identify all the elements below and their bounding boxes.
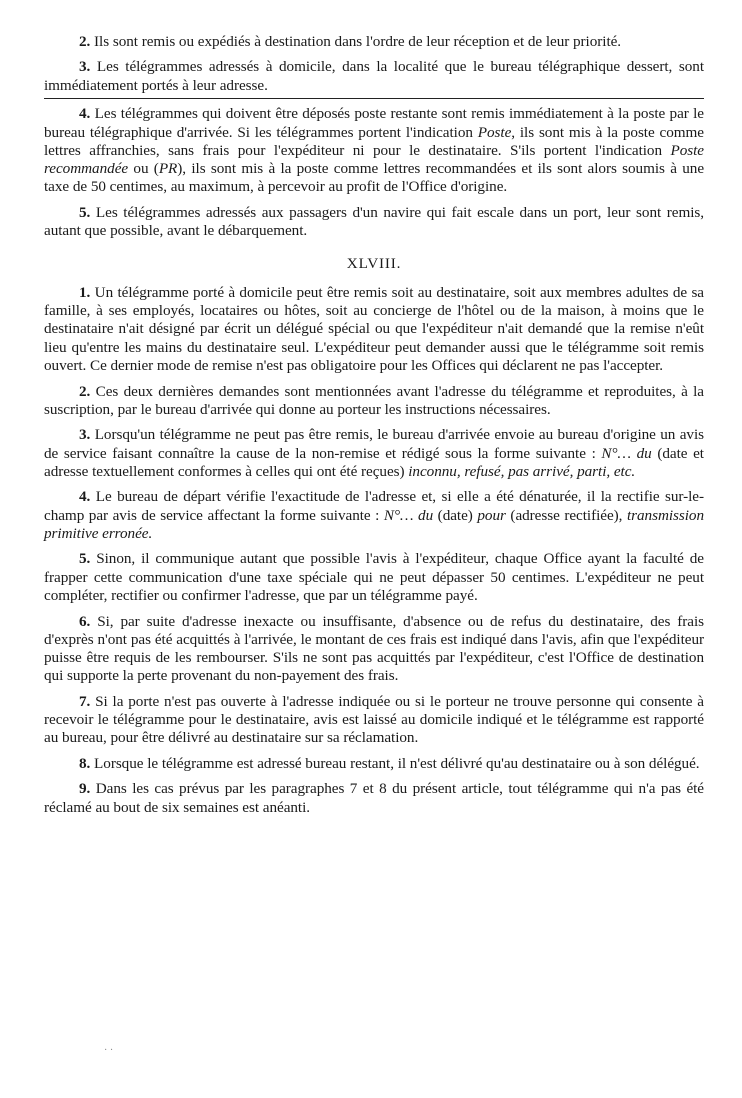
paragraph (44, 383, 704, 420)
italic-text: Poste recommandée (44, 141, 704, 178)
article-heading: XLVIII. (346, 254, 402, 272)
paragraph-number: 2. (79, 382, 91, 400)
paragraph (44, 284, 704, 375)
paragraph (44, 204, 704, 241)
paragraph (44, 613, 704, 686)
section-b (44, 284, 704, 817)
paragraph-text: (date et adresse textuellement conformes à celles qui ont été reçues) (44, 444, 704, 480)
paragraph-text: ou ( (128, 160, 159, 178)
paragraph-number: 4. (79, 488, 91, 506)
paragraph-text: Les télégrammes adressés aux passagers d'un navire qui fait escale dans un port, leur sont remis, autant que possible, avant le débarquement. (44, 203, 704, 240)
italic-text: inconnu, refusé, pas arrivé, parti, etc. (408, 462, 636, 480)
paragraph (44, 426, 704, 481)
paragraph (44, 488, 704, 543)
paragraph-text: (date) (433, 506, 478, 524)
paragraph-text: Les télégrammes adressés à domicile, dans la localité que le bureau télégraphique dessert, sont immédiatement portés à leur adresse. (44, 58, 705, 94)
paragraph-number: 4. (79, 105, 91, 123)
paragraph-number: 2. (79, 33, 91, 50)
paragraph-text: Lorsqu'un télégramme ne peut pas être remis, le bureau d'arrivée envoie au bureau d'origine un avis de service faisant connaître la cause de la non-remise et rédigé sous la forme suivante : (44, 426, 704, 462)
paragraph (44, 755, 704, 773)
paragraph-number: 6. (79, 612, 91, 630)
paragraph-text: Sinon, il communique autant que possible l'avis à l'expéditeur, chaque Office ayant la faculté de frapper cette communication d'une taxe spéciale qui ne peut dépasser 50 centimes. L'expéditeur ne peut compléter, rectifier ou confirmer l'adresse, que par un télégramme payé. (44, 550, 704, 605)
paragraph (44, 693, 704, 748)
paragraph-text: Si, par suite d'adresse inexacte ou insuffisante, d'absence ou de refus du destinataire, des frais d'exprès n'ont pas été acquittés à l'arrivée, le montant de ces frais est indiqué dans l'avis, afin que l'expéditeur puisse être requis de les rembourser. S'ils ne sont pas acquittés par l'expéditeur, c'est l'Office de destination qui supporte la perte provenant du non-payement des frais. (44, 612, 705, 685)
paragraph-number: 1. (79, 283, 91, 301)
paragraph-number: 9. (79, 780, 91, 798)
section-a (44, 33, 704, 241)
paragraph-number: 3. (79, 58, 91, 76)
italic-text: Poste (477, 123, 512, 141)
page-content (44, 33, 704, 824)
paragraph-text: ), ils sont mis à la poste comme lettres recommandées et ils sont alors soumis à une taxe de 50 centimes, au maximum, à percevoir au profit de l'Office d'origine. (44, 160, 705, 196)
paragraph-number: 5. (79, 203, 91, 221)
paragraph-text: Ils sont remis ou expédiés à destination dans l'ordre de leur réception et de leur priorité. (94, 33, 622, 50)
paragraph-number: 7. (79, 692, 91, 710)
paragraph-text: Dans les cas prévus par les paragraphes 7 et 8 du présent article, tout télégramme qui n'a pas été réclamé au bout de six semaines est anéanti. (44, 780, 705, 816)
paragraph-number: 3. (79, 426, 91, 444)
italic-text: N°… du (601, 444, 652, 462)
italic-text: transmission primitive erronée. (44, 506, 705, 542)
paragraph-text: , ils sont mis à la poste comme lettres affranchies, sans frais pour l'expéditeur ni pour le destinataire. S'ils portent l'indication (44, 123, 704, 159)
paragraph (44, 105, 704, 196)
paragraph-text: Un télégramme porté à domicile peut être remis soit au destinataire, soit aux membres adultes de sa famille, à ses employés, locataires ou hôtes, soit au concierge de l'hôtel ou de la maison, à moins que le destinataire n'ait désigné par écrit un délégué spécial ou que l'expéditeur n'ait demandé que la remise n'eût lieu qu'entre les mains du destinataire seul. L'expéditeur peut demander aussi que le télégramme soit remis ouvert. Ce dernier mode de remise n'est pas obligatoire pour les Offices qui déclarent ne pas l'accepter. (44, 283, 704, 375)
paragraph-number: 8. (79, 754, 91, 772)
paragraph-text: Le bureau de départ vérifie l'exactitude de l'adresse et, si elle a été dénaturée, il la rectifie sur-le-champ par avis de service affectant la forme suivante : (44, 488, 704, 524)
print-speck: · · (104, 1045, 114, 1056)
paragraph-text: Lorsque le télégramme est adressé bureau restant, il n'est délivré qu'au destinataire ou à son délégué. (94, 754, 700, 772)
paragraph-text: Si la porte n'est pas ouverte à l'adresse indiquée ou si le porteur ne trouve personne qui consente à recevoir le télégramme pour le destinataire, avis est laissé au domicile indiqué et le télégramme est rapporté au bureau, pour être délivré au destinataire sur sa réclamation. (44, 692, 704, 747)
paragraph-text: (adresse rectifiée), (505, 506, 627, 524)
paragraph (44, 550, 704, 605)
paragraph (44, 58, 704, 95)
italic-text: PR (158, 160, 178, 178)
paragraph (44, 780, 704, 817)
horizontal-rule (44, 98, 704, 99)
italic-text: N°… du (383, 506, 434, 524)
italic-text: pour (477, 506, 506, 524)
paragraph-number: 5. (79, 550, 91, 568)
paragraph-text: Les télégrammes qui doivent être déposés poste restante sont remis immédiatement à la poste par le bureau télégraphique d'arrivée. Si les télégrammes portent l'indication (44, 105, 704, 141)
paragraph-text: Ces deux dernières demandes sont mentionnées avant l'adresse du télégramme et reproduites, à la suscription, par le bureau d'arrivée qui donne au porteur les instructions nécessaires. (44, 382, 704, 418)
paragraph (44, 33, 704, 51)
